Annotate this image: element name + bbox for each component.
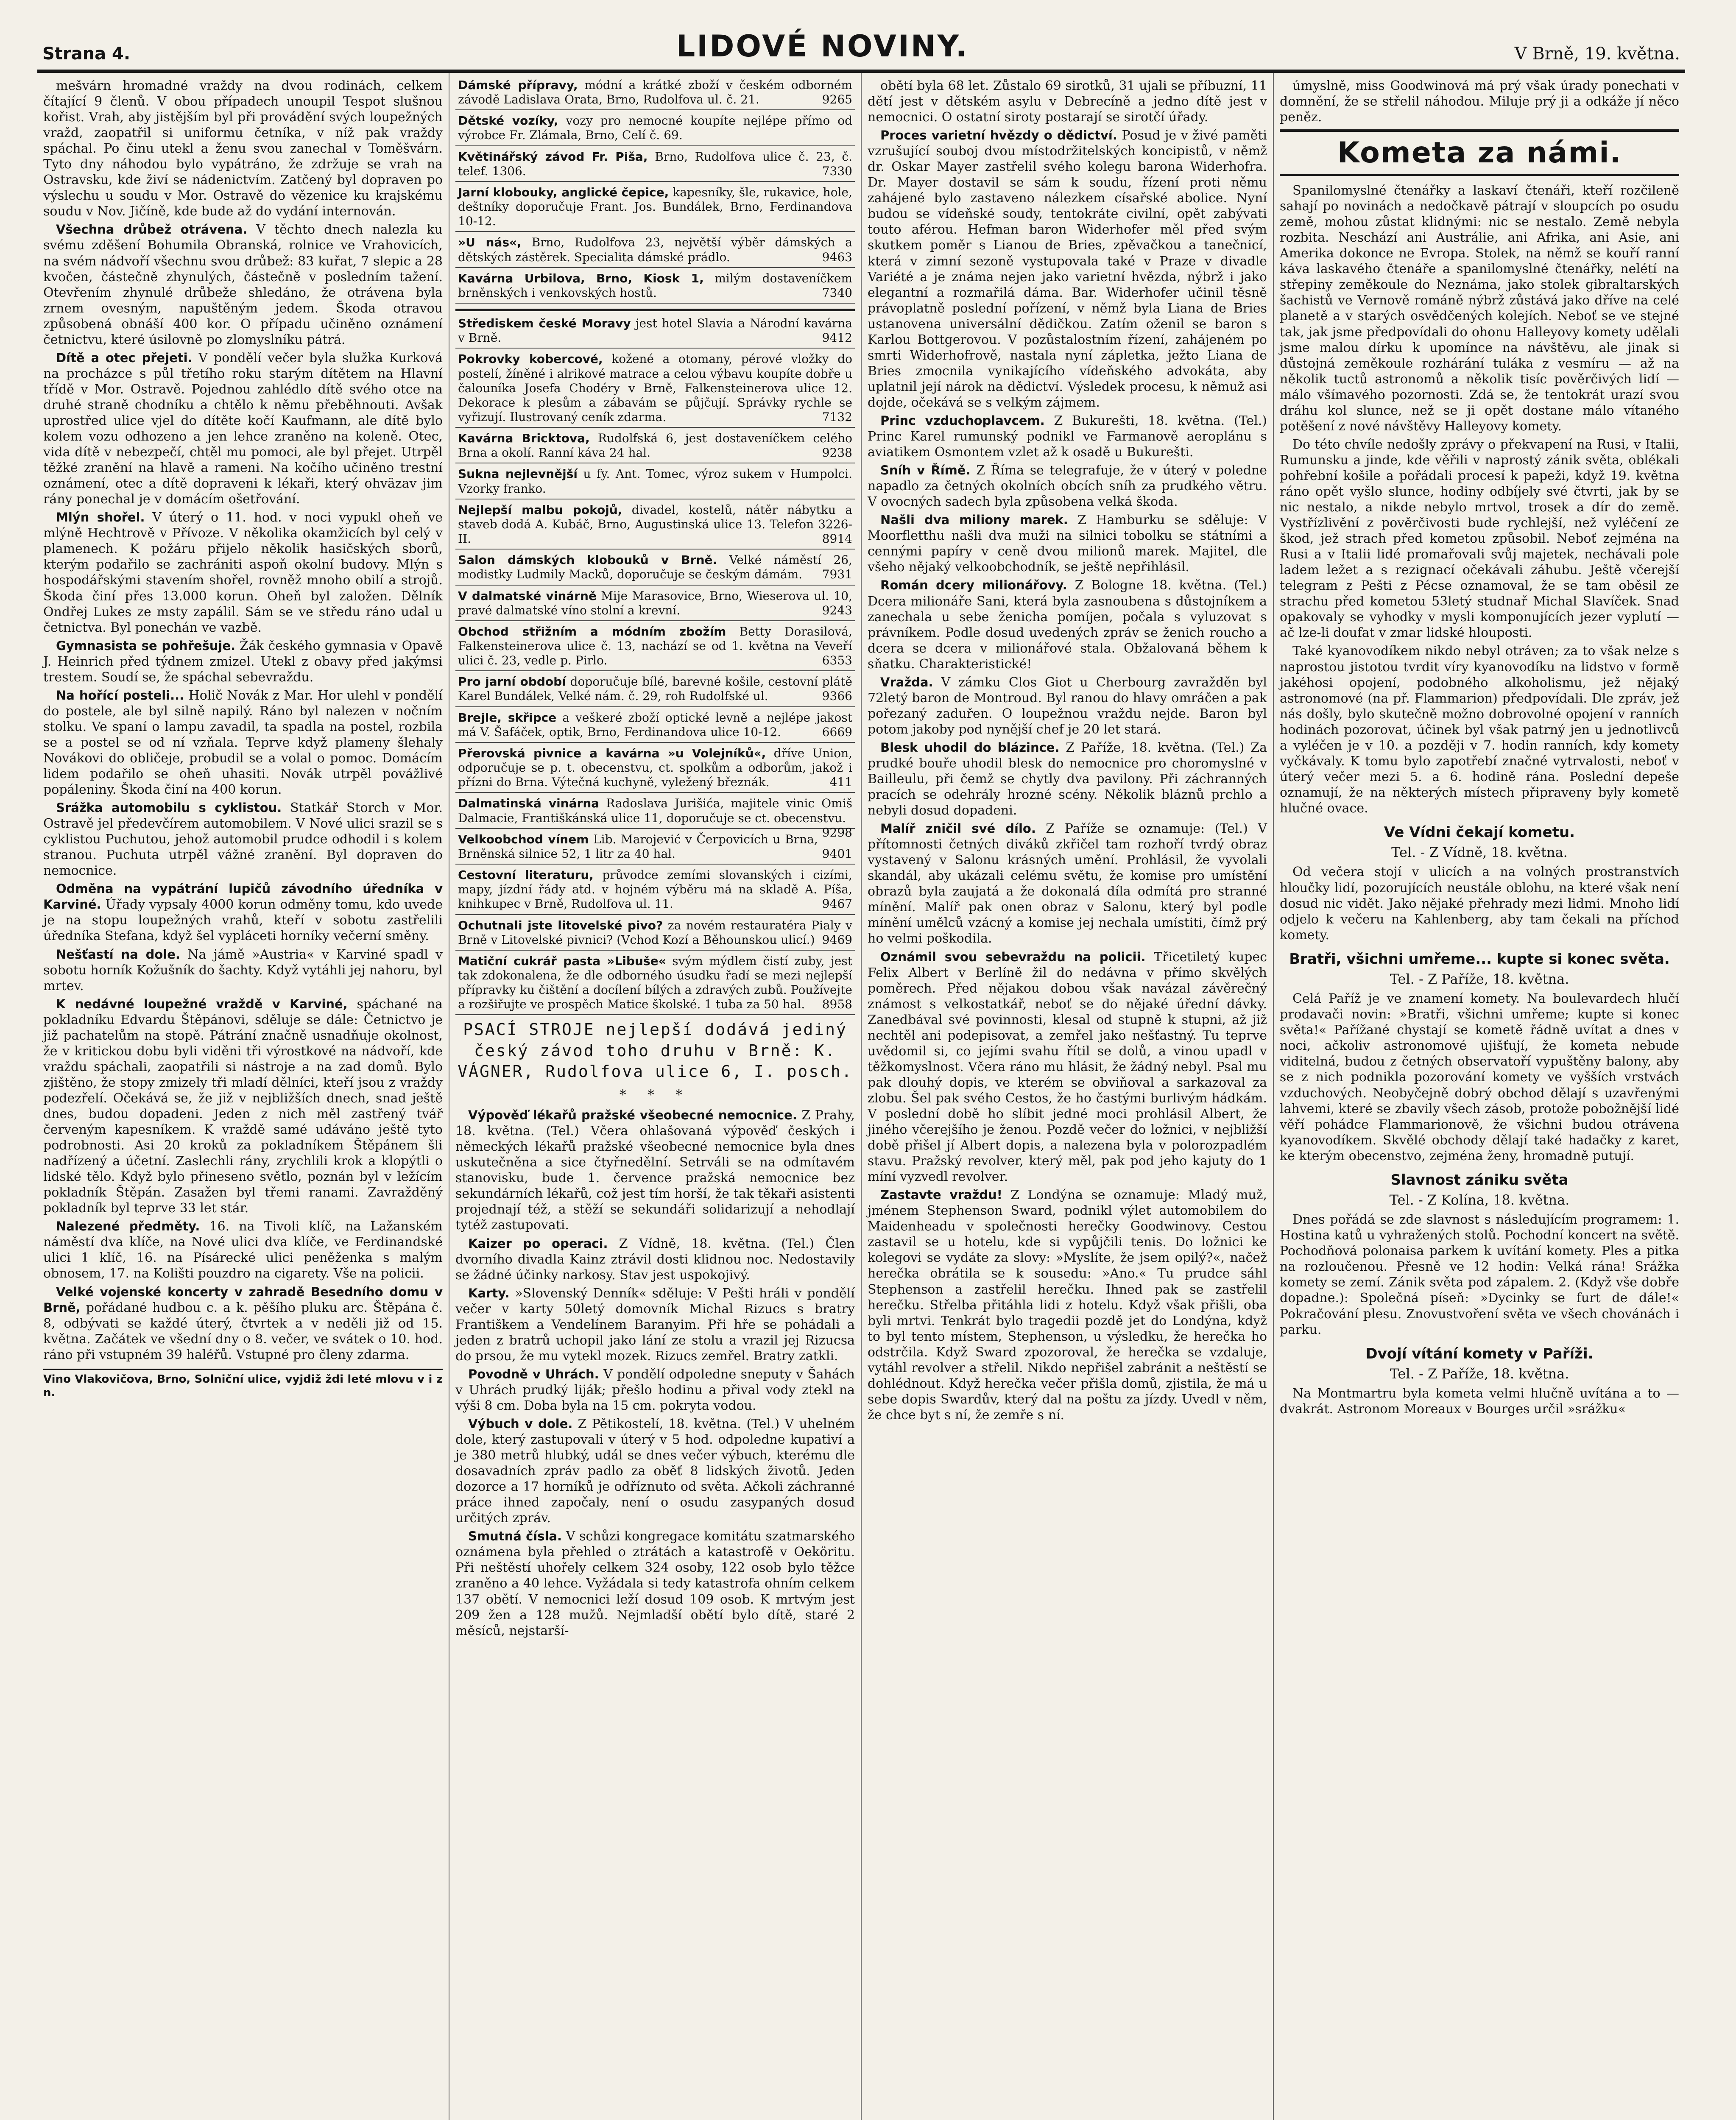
- column-3: [862, 73, 1274, 2120]
- ad-heading: Střediskem české Moravy: [458, 316, 631, 331]
- article-text: úmyslně, miss Goodwinová má prý však úrady ponechati v domnění, že se střelil náhodou. Miluje prý ji a odkáže jí něco peněz.: [1280, 78, 1679, 125]
- article-heading: Blesk uhodil do blázince.: [880, 740, 1060, 755]
- divider-rule: [455, 145, 855, 146]
- article-paragraph: Celá Paříž je ve znamení komety. Na boulevardech hlučí prodavači novin: »Bratři, všichni umřeme; kupte si konec světa!« Pařížané chystají se kometě řádně uvítat a dnes v noci, ačkoliv astronomové ujišťují, že kometa nebude viditelná, budou z četných observatoří vypuštěny balony, aby se z nich podnikla pozorování komety ve vyšších vrstvách vzduchových. Neobyčejně dobrý obchod dělají s uzavřenými lahvemi, které se zbavily všech zásob, protože pobožnější lidé věří pohádce Flammarionově, že všichni budou otrávena kyanovodíkem. Skvělé obchody dělají také hadačky z karet, ke kterým obecenstvo, zejména ženy, hromadně putují.: [1280, 991, 1679, 1163]
- divider-rule: [455, 620, 855, 621]
- article-text: V pondělí večer byla služka Kurková na procházce s půl třetího roku starým dítětem na Hlavní třídě v Mor. Ostravě. Pojednou zahlédlo dítě svého otce na druhé straně chodníku a chtělo k němu přeběhnouti. Avšak uprostřed ulice vjel do dítěte kočí Kaufmann, ale dítě bylo kolem vozu odhozeno a jen lehce zraněno na koleně. Otec, vida dítě v nebezpečí, chtěl mu pomoci, ale byl přejet. Utrpěl těžké zranění na hlavě a rameni. Na kočího učiněno trestní oznámení, otec a dítě dopraveni k lékaři, který ohväzav jim rány ponechal je v domácím ošetřování.: [43, 350, 443, 507]
- divider-rule: [455, 1014, 855, 1015]
- article-heading: Odměna na vypátrání lupičů závodního úředníka v Karviné.: [43, 881, 443, 912]
- ad-number: 9366: [822, 689, 852, 703]
- classified-ad: [455, 114, 855, 142]
- ad-text: milým dostaveníčkem brněnských i venkovských hostů.: [458, 271, 852, 300]
- issue-dateline: V Brně, 19. května.: [1514, 44, 1680, 64]
- article-heading: Povodně v Uhrách.: [468, 1367, 599, 1381]
- ad-number: 7330: [822, 164, 852, 178]
- classified-ad: [455, 78, 855, 107]
- article-paragraph: [455, 1107, 855, 1233]
- article-text: V zámku Clos Giot u Cherbourg zavražděn byl 72letý baron de Montroud. Byl ranou do hlavy omráčen a pak pořezaný zaduřen. O loupežnou vraždu nejde. Baron byl potom jakoby pod nynější chef je 20 let stará.: [868, 675, 1267, 737]
- divider-rule: [455, 706, 855, 707]
- article-paragraph: [868, 1187, 1267, 1423]
- classified-ad: [455, 235, 855, 264]
- article-paragraph: [43, 222, 443, 347]
- article-text: Z Paříže, 18. května. (Tel.) Za prudké bouře uhodil blesk do nemocnice pro choromyslné v Bailleulu, při čemž se chytly dva pavilony. Při záchranných pracích se odehrály hrozné scény. Několik bláznů prchlo a nebyli dosud dopadeni.: [868, 740, 1267, 818]
- ad-heading: »U nás«,: [458, 235, 522, 250]
- ad-number: 411: [829, 775, 852, 789]
- ad-number: 9298: [822, 825, 852, 840]
- ad-heading: Květinářský závod Fr. Piša,: [458, 149, 648, 164]
- article-text: Z Bukurešti, 18. května. (Tel.) Princ Karel rumunský podnikl ve Farmanově aeroplánu s aviatikem Osmontem vzlet až k osadě u Bukurešti.: [868, 413, 1267, 460]
- divider-rule: [455, 585, 855, 586]
- article-paragraph: [455, 1236, 855, 1283]
- ad-heading: Ochutnali jste litovelské pivo?: [458, 918, 663, 932]
- article-heading: Gymnasista se pohřešuje.: [56, 638, 236, 653]
- divider-rule: [455, 549, 855, 550]
- article-paragraph: [868, 463, 1267, 510]
- ad-number: 9412: [822, 331, 852, 345]
- ad-heading: Velkoobchod vínem: [458, 832, 589, 846]
- article-text: Třicetiletý kupec Felix Albert v Berlíně žil do nedávna v přímo skvělých poměrech. Před nějakou dobou však navázal závěrečný známost s velkostatkář, neboť se do nějaké úřední dávky. Zanedbával své povinnosti, klesal od stupně k stupni, až již nechtěl ani podepisovat, a zemřel jako nešťastný. Tu teprve uvědomil si, co jejími svahu řítil se dolů, a vinou upadl v těžkomyslnost. Včera ráno mu hlásit, že žádný nebyl. Psal mu pak dlouhý dopis, ve kterém se obviňoval a sarkazoval za zlobu. Šel pak svého Cestos, že ho častými burlivým hádkám. V poslední době ho slíbit jedné moci prohlásil Albert, že jiného včerejšího je ženou. Pozdě večer do ložnici, v nejbližší době přišel jí Albert dopis, a nalezena byla v polorozpadlém stavu. Pražský revolver, který měl, pak pod jeho kajuty do 1 míní vyzvedl revolver.: [868, 949, 1267, 1185]
- article-heading: Na hořící posteli...: [56, 688, 184, 703]
- classified-ad: [455, 868, 855, 911]
- ad-number: 7931: [822, 567, 852, 582]
- article-heading: Román dcery milionářovy.: [880, 578, 1067, 593]
- divider-rule: [455, 950, 855, 951]
- article-paragraph: [868, 413, 1267, 460]
- ad-text: u fy. Ant. Tomec, výroz sukem v Humpolci. Vzorky franko.: [458, 467, 852, 496]
- ad-number: 7132: [822, 410, 852, 424]
- classified-ad: [455, 918, 855, 947]
- article-text: Na jámě »Austria« v Karviné spadl v sobotu horník Kožušník do šachty. Když vytáhli jej nahoru, byl mrtev.: [43, 947, 443, 993]
- article-paragraph: [868, 128, 1267, 410]
- ad-heading: Přerovská pivnice a kavárna »u Volejníků«,: [458, 746, 766, 760]
- divider-rule: [455, 828, 855, 829]
- article-heading: Výbuch v dole.: [468, 1417, 573, 1431]
- ad-number: 9243: [822, 603, 852, 617]
- article-paragraph: [868, 675, 1267, 737]
- article-text: V pondělí odpoledne sneputy v Šahách v Uhrách prudký liják; přešlo hodinu a přival vody ztekl na výši 8 cm. Doba byla na 15 cm. pokryta vodou.: [455, 1367, 855, 1413]
- article-paragraph: Dnes pořádá se zde slavnost s následujícím programem: 1. Hostina katů u vyhražených stolů. Pochodní koncert na světě. Pochodňová polonaisa parkem k uvítání komety. Ples a pitka na rozloučenou. Přesně ve 12 hodin: Velká rána! Srážka komety se zemí. Zánik světa pod zápalem. 2. (Když vše dobře dopadne.): Společná píseň: »Dycinky se furt de dále!« Pokračování plesu. Znovustvoření světa ve všech chovánách i parku.: [1280, 1212, 1679, 1337]
- ad-number: 9467: [822, 897, 852, 911]
- article-paragraph: [1280, 78, 1679, 125]
- classified-ad: [455, 150, 855, 179]
- ad-text: Brno, Rudolfova 23, největší výběr dámských a dětských zástěrek. Specialita dámské prádlo.: [458, 235, 852, 264]
- column-2: [449, 73, 862, 2120]
- ad-number: 8958: [822, 997, 852, 1012]
- section-dateline: Tel. - Z Paříže, 18. května.: [1390, 1365, 1569, 1382]
- ad-heading: Jarní klobouky, anglické čepice,: [458, 185, 669, 199]
- ad-number: 6669: [822, 725, 852, 739]
- ad-text: a veškeré zboží optické levně a nejlépe jakost má V. Šafáček, optik, Brno, Ferdinandova ulice 10-12.: [458, 710, 852, 739]
- classified-ad: [455, 746, 855, 789]
- article-text: Z Pětikostelí, 18. května. (Tel.) V uhelném dole, který zastupovali v úterý v 5 hod. odpoledne kupativí a je 380 metrů hlubký, udál se dnes večer výbuch, kterému dle dosavadních zpráv padlo za oběť 8 lidských životů. Jeden dozorce a 17 horníků je odříznuto od světa. Ačkoli záchranné práce ihned započaly, není o osudu zasypaných dosud určitých zpráv.: [455, 1417, 855, 1526]
- article-paragraph: [868, 512, 1267, 575]
- article-text: V těchto dnech nalezla ku svému zděšení Bohumila Obranská, rolnice ve Vrahovicích, na svém nádvoří všechnu svou drůbež: 83 kuřat, 7 slepic a 28 kvočen, částečně zhynulých, částečně v posledním tažení. Otevřením zhynulé drůbeže shledáno, že otrávena byla zrnem ovesným, napuštěným jedem. Škoda otravou způsobená obnáší 400 kor. O případu učiněno oznámení četnictvu, které úsilovně po zlomyslníku pátrá.: [43, 222, 443, 347]
- ad-number: 9463: [822, 250, 852, 264]
- article-paragraph: [455, 1367, 855, 1414]
- ad-heading: Dámské přípravy,: [458, 78, 578, 92]
- section-heading: Dvojí vítání komety v Paříži.: [1365, 1345, 1594, 1362]
- ad-text: Radoslava Jurišića, majitele vinic Omiš Dalmacie, Františkánská ulice 11, doporučuje se ct. obecenstvu.: [458, 796, 853, 825]
- ad-text: jest hotel Slavia a Národní kavárna v Brně.: [458, 316, 852, 345]
- ad-number: 9265: [822, 92, 852, 107]
- article-heading: Sníh v Římě.: [880, 463, 971, 478]
- ad-heading: Nejlepší malbu pokojů,: [458, 502, 622, 517]
- ad-heading: Obchod střižním a módním zbožím: [458, 624, 726, 639]
- ad-number: 8914: [822, 532, 852, 546]
- divider-rule: [455, 864, 855, 865]
- divider-rule: [455, 231, 855, 232]
- classified-ad: [455, 185, 855, 229]
- ad-text: průvodce zemími slovanských i cizími, mapy, jízdní řády atd. v hojném výběru má na skladě A. Píša, knihkupec v Brně, Rudolfova ul. 11.: [458, 868, 853, 911]
- article-text: pořádané hudbou c. a k. pěšího pluku arc. Štěpána č. 8, odbývati se každé úterý, čtvrtek a v neděli již od 15. května. Začátek ve všední dny o 8. večer, ve svátek o 10. hod. ráno při vstupném 39 haléřů. Vstupné pro členy zdarma.: [43, 1300, 443, 1362]
- article-text: Z Vídně, 18. května. (Tel.) Člen dvorního divadla Kainz ztrávil dosti klidnou noc. Nedostavily se žádné účinky narkosy. Stav jest uspokojivý.: [455, 1236, 855, 1283]
- ad-text: za novém restauratéra Pialy v Brně v Litovelské pivnici? (Vchod Kozí a Běhounskou ulicí.): [458, 918, 852, 947]
- divider-rule: [455, 109, 855, 110]
- article-text: Z Hamburku se sděluje: V Moorfletthu našli dva muži na silnici tobolku se státními a cennými papíry v ceně dvou milionů marek. Majitel, dle všeho nějaký velkoobchodník, se ještě nepřihlásil.: [868, 513, 1267, 575]
- article-paragraph: [868, 78, 1267, 125]
- article-paragraph: [868, 740, 1267, 818]
- ad-text: Betty Dorasilová, Falkensteinerova ulice č. 13, nachází se od 1. května na Veveří ulici č. 23, vedle p. Pirlo.: [458, 624, 852, 668]
- divider-rule: [455, 914, 855, 915]
- ad-heading: Pokrovky kobercové,: [458, 352, 603, 366]
- article-paragraph: [43, 947, 443, 994]
- article-paragraph: [1280, 437, 1679, 641]
- article-heading: Malíř zničil své dílo.: [880, 821, 1036, 836]
- article-paragraph: [43, 1219, 443, 1281]
- newspaper-title: LIDOVÉ NOVINY.: [676, 29, 969, 64]
- article-text: spáchané na pokladníku Edvardu Štěpánovi, sděluje se dále: Četnictvo je již pachatelům na stopě. Pátrání značně usnadňuje okolnost, že v kritickou dobu byli viděni tři výrostkové na nádvoří, kde vraždu spáchali, zaopatřili si nástroje a na zad domů. Bylo zjištěno, že stopy zmizely tři mladí dělníci, kteří jsou z vraždy podezřelí. Očekává se, že již v nejbližších dnech, snad ještě dnes, budou dopadeni. Jeden z nich měl zastřený tvář červeným kapesníkem. K vraždě samé udáváno ještě tyto podrobnosti. Asi 20 kroků za pokladníkem Štěpánem šli nadřízený a účetní. Zaslechli rány, zrychlili krok a klopýtli o lidské tělo. Když bylo přineseno světlo, poznán byl v ležícím pokladník Štěpán. Zasažen byl třemi ranami. Zavražděný pokladník byl teprve 33 let stár.: [43, 996, 443, 1216]
- classified-ad: [455, 711, 855, 739]
- page-number: Strana 4.: [42, 44, 131, 64]
- article-heading: Výpověď lékařů pražské všeobecné nemocnice.: [468, 1108, 797, 1123]
- article-heading: Vražda.: [880, 675, 933, 689]
- article-heading: Dítě a otec přejeti.: [56, 350, 193, 365]
- ad-number: 9238: [822, 446, 852, 460]
- article-heading: Nalezené předměty.: [56, 1219, 200, 1234]
- classified-ad: [455, 431, 855, 460]
- divider-rule: [455, 670, 855, 671]
- article-text: »Slovenský Denník« sděluje: V Pešti hráli v pondělí večer v karty 50letý domovník Michal Rizucs s bratry Františkem a Vendelínem Baranyim. Při hře se pohádali a jeden z bratrů uchopil jako lání ze stolu a vrazil jej Rizucsa do prsou, že mu vytekl mozek. Rizucs zemřel. Bratry zatkli.: [455, 1286, 855, 1364]
- ad-text: kožené a otomany, pérové vložky do postelí, žíněné i alrikové matrace a celou výbavu koupíte dobře u čalouníka Josefa Chodéry v Brně, Falkensteinerova ulice 12. Dekorace k plesům a zábavám se půjčují. Správky rychle se vyřizují. Ilustrovaný ceník zdarma.: [458, 352, 853, 424]
- article-paragraph: [43, 638, 443, 685]
- classified-ad: [455, 832, 855, 861]
- ad-text: Mije Marasovice, Brno, Wieserova ul. 10, pravé dalmatské víno stolní a krevní.: [458, 589, 853, 617]
- article-heading: Srážka automobilu s cyklistou.: [56, 801, 282, 815]
- article-paragraph: [868, 821, 1267, 946]
- ad-heading: Brejle, skřipce: [458, 710, 557, 725]
- ad-text: vozy pro nemocné koupíte nejlépe přímo od výrobce Fr. Zlámala, Brno, Celí č. 69.: [458, 114, 852, 142]
- article-text: 16. na Tivoli klíč, na Lažanském náměstí dva klíče, na Nové ulici dva klíče, ve Ferdinandské ulici 1 klíč, 16. na Písárecké ulici peněženka s malým obnosem, 17. na Kolišti pouzdro na cigarety. Vše na policii.: [43, 1219, 443, 1281]
- classified-ad: [455, 503, 855, 546]
- article-paragraph: [455, 1529, 855, 1638]
- article-text: Také kyanovodíkem nikdo nebyl otráven; za to však nelze s naprostou jistotou tvrdit víry kyanovodíku na lidstvo v formě jakéhosi opojení, podobného alkoholismu, jež nějaký astronomové (na př. Flammarion) předpovídali. Dle zpráv, jež nás došly, bylo skutečně možno dobrovolné opojení v ranních hodinách pozorovat, účinek byl však patrný jen u jednotlivců a vyléčen je v 10. a později v 7. hodin ranních, kdy komety vyčkávaly. K tomu bylo zapotřebí značné vytrvalosti, neboť v úterý večer mezi 5. a 6. hodině rána. Poslední depeše oznamují, že na některých místech připraveny byly kometě hlučné ovace.: [1280, 644, 1679, 816]
- article-heading: Zastavte vraždu!: [880, 1188, 1002, 1202]
- ad-heading: V dalmatské vinárně: [458, 589, 597, 603]
- article-paragraph: [43, 881, 443, 944]
- columns: [37, 73, 1685, 2120]
- article-heading: Velké vojenské koncerty v zahradě Besedního domu v Brně,: [43, 1284, 443, 1315]
- article-paragraph: [43, 510, 443, 635]
- article-heading: Karty.: [468, 1286, 510, 1300]
- section-dateline: Tel. - Z Kolína, 18. května.: [1389, 1191, 1570, 1208]
- ad-heading: Pro jarní období: [458, 675, 566, 689]
- article-paragraph: [43, 688, 443, 798]
- classified-ad: [455, 316, 855, 345]
- article-paragraph: [1280, 643, 1679, 816]
- article-text: Holič Novák z Mar. Hor ulehl v pondělí do postele, ale byl silně napilý. Ráno byl nalezen v nočním stolku. Ve spaní o lampu zavadil, ta spadla na postel, rozbila se a postel se od ní vzňala. Teprve když plameny šlehaly Novákovi do obličeje, probudil se a volal o pomoc. Domácím lidem podařilo se oheň uhasiti. Novák utrpěl povážlivé popáleniny. Škoda činí na 400 korun.: [43, 688, 443, 798]
- article-paragraph: [455, 1416, 855, 1526]
- article-text: Posud je v živé paměti vzrušující souboj dvou místodržitelských koncipistů, v němž dr. Oskar Mayer zastřelil svého kolegu barona Widerhofra. Dr. Mayer dostavil se sám k soudu, řízení proti němu zahájené bylo zastaveno nálezkem císařské abolice. Nyní budou se vídeňské soudy, tentokráte civilní, opět zabývati touto aférou. Hefman baron Widerhofer měl před svým skutkem poměr s Lianou de Bries, zpěvačkou a tanečnicí, která v zimní sezoně vystupovala také v Praze v divadle Variété a je známa nejen jako varietní hvězda, nýbrž i jako elegantní a rozmařilá dáma. Bar. Widerhofer učinil těsně právoplatně poslední pořízení, v němž byla Liana de Bries ustanovena universální dědičkou. Zatím oženil se baron s Karlou Bottgerovou. V pozůstalostním řízení, zahájeném po smrti Widerhofrově, nastala nyní zápletka, ježto Liana de Bries zmocnila vynikajícího vídeňského advokáta, aby uplatnil její nárok na dědictví. Výsledek procesu, k němuž asi dojde, očekává se s velkým zájmem.: [868, 128, 1267, 410]
- ad-text: módní a krátké zboží v českém odborném závodě Ladislava Orata, Brno, Rudolfova ul. č. 21.: [458, 78, 853, 107]
- article-paragraph: Od večera stojí v ulicích a na volných prostranstvích hloučky lidí, pozorujících neustále oblohu, na které však není dosud nic vidět. Jako nějaké přehrady mezi lidmi. Mnoho lidí odjelo k večeru na Kahlenberg, aby tam čekali na příchod komety.: [1280, 865, 1679, 943]
- article-heading: Smutná čísla.: [468, 1529, 562, 1544]
- typewriter-ad: PSACÍ STROJE nejlepší dodává jediný český závod toho druhu v Brně: K. VÁGNER, Rudolfova ulice 6, I. posch.: [458, 1020, 853, 1081]
- ad-text: kapesníky, šle, rukavice, hole, deštníky doporučuje Frant. Jos. Bundálek, Brno, Ferdinandova 10-12.: [458, 185, 852, 229]
- ad-number: 7340: [822, 285, 852, 300]
- classified-ad: [455, 467, 855, 496]
- classified-ad: [455, 271, 855, 300]
- ad-number: 6353: [822, 653, 852, 668]
- article-heading: Našli dva miliony marek.: [880, 513, 1068, 527]
- classified-ad: [455, 625, 855, 668]
- ad-text: divadel, kostelů, nátěr nábytku a staveb dodá A. Kubáč, Brno, Augustinská ulice 13. Telefon 3226-II.: [458, 502, 853, 546]
- comet-headline: Kometa za námi.: [1280, 129, 1679, 176]
- article-heading: Princ vzduchoplavcem.: [880, 413, 1045, 428]
- article-heading: Mlýn shořel.: [56, 510, 145, 525]
- ad-text: Brno, Rudolfova ulice č. 23, č. telef. 1306.: [458, 149, 853, 178]
- article-text: V schůzi kongregace komitátu szatmarského oznámena byla přehled o ztrátách a katastrofě v Oeköritu. Při neštěstí uhořely celkem 324 osoby, 122 osob bylo těžce zraněno a 40 lehce. Vyžádala si tedy katastrofa ohním celkem 137 obětí. V nemocnici leží dosud 109 osob. K mrtvým jest 209 žen a 128 mužů. Nejmladší obětí bylo dítě, staré 2 měsíců, nejstarší-: [455, 1529, 855, 1638]
- article-text: V úterý o 11. hod. v noci vypukl oheň ve mlýně Hechtrově v Přívoze. V několika okamžicích byl celý v plamenech. K požáru přijelo několik hasičských sborů, kterým podařilo se zachrániti aspoň okolní budovy. Mlýn s hospodářskými stavením shořel, rovněž mnoho obilí a strojů. Škoda činí přes 13.000 korun. Oheň byl založen. Dělník Ondřej Lukes ze msty zapálil. Sám se ve středu ráno udal u četnictva. Byl ponechán ve vazbě.: [43, 510, 443, 635]
- column-4: [1274, 73, 1685, 2120]
- ad-heading: Cestovní literaturu,: [458, 868, 594, 882]
- ad-heading: Dalmatinská vinárna: [458, 796, 600, 811]
- ad-text: Velké náměstí 26, modistky Ludmily Macků, doporučuje se českým dámám.: [458, 553, 852, 582]
- article-text: Z Londýna se oznamuje: Mladý muž, jménem Stephenson Sward, podnikl výlet automobilem do Maidenheadu v společnosti herečky Goodwinovy. Cestou zastavil se u hotelu, kde si vypůjčili tenis. Do ložnici ke kolegovi se vydáte za slovy: »Myslíte, že jsem opilý?«, načež herečka obrátila se k sousedu: »Ano.« Tu prudce sáhl Stephenson a zastřelil herečku. Ihned pak se zastřelil herečku. Střelba přitáhla lidi z hotelu. Když však přišli, oba byli mrtvi. Tenkrát bylo tragedii pozdě jet do Londýna, když to byl tento místem, Stephenson, u výsledku, že herečka ho odstrčila. Když Sward zpozoroval, že herečka se vzdaluje, vytáhl revolver a střelil. Nikdo nepřišel zabránit a neštěstí se dohlédnout. Když herečka večer přišla domů, zjistila, že má u sebe dopis Swardův, který dal na poštu za jízdy. Uvedl v něm, že chce byt s ní, že zemře s ní.: [868, 1188, 1267, 1423]
- article-text: Spanilomyslné čtenářky a laskaví čtenáři, kteří rozčileně sahají po novinách a nedočkavě pátrají v sloupcích po osudu země, mohou zůstat klidnými: nic se nestalo. Země nebyla rozbita. Neschází ani Austrálie, ani Afrika, ani Asie, ani Amerika dokonce ne Evropa. Stolek, na němž se kouří ranní káva laskavého čtenáře a spanilomyslné čtenářky, nelétí na střepiny zeměkoule do Neznáma, jako stolek gibraltarských šachistů ve Vernově románě nýbrž zůstává jako dříve na celé planetě a v starých osvědčených kolejích. Neboť se ve stejné tak, jak jsme předpovídali do ohonu Halleyovy komety udělali jsme malou dírku k upomínce na návštěvu, ale jinak si důstojná zeměkoule rozhárání tuláka z vesmíru — až na několik tuctů astronomů a několik tisíc pověrčivých lidí — málo všímavého pozornosti. Zdá se, že tentokrát urazí svou dráhu kol slunce, než se ji opět dostane málo vítaného potěšení z nové návštěvy Halleyovy komety.: [1280, 183, 1679, 434]
- article-paragraph: [868, 577, 1267, 672]
- divider-rule: [455, 267, 855, 268]
- section-stars: * * *: [619, 1086, 691, 1103]
- section-heading: Bratři, všichni umřeme... kupte si konec světa.: [1289, 950, 1670, 968]
- article-heading: Proces varietní hvězdy o dědictví.: [880, 128, 1117, 143]
- article-heading: Nešťastí na dole.: [56, 947, 180, 962]
- classified-ad: [455, 675, 855, 703]
- article-paragraph: [43, 996, 443, 1216]
- ad-heading: Matiční cukrář pasta »Libuše«: [458, 954, 666, 968]
- article-paragraph: [868, 949, 1267, 1185]
- divider-rule: [455, 348, 855, 349]
- divider-rule: [455, 181, 855, 182]
- section-dateline: Tel. - Z Vídně, 18. května.: [1391, 844, 1568, 860]
- column-1: [37, 73, 449, 2120]
- article-text: obětí byla 68 let. Zůstalo 69 sirotků, 31 ujali se příbuzní, 11 dětí jest v dětském asylu v Debrecíně a jedno dítě jest v nemocnici. O ostatní siroty postarají se sirotčí úřady.: [868, 78, 1267, 125]
- divider-rule: [455, 742, 855, 743]
- article-text: mešvárn hromadné vraždy na dvou rodinách, celkem čítající 9 členů. V obou případech unoupil Tespot slušnou kořist. Vrah, aby jistějším byl při provádění svých loupežných vražd, zaopatřil si uniformu četníka, v níž pak vraždy spáchal. Po činu utekl a ženu svou zanechal v Toměšvárn. Tyto dny náhodou bylo vypátráno, že zdržuje se vrah na Ostravsku, kde živí se nádenictvím. Zatčený byl dopraven po výslechu u soudu v Mor. Ostravě do vězenice ku krajskému soudu v Nov. Jičíně, kde bude až do vydání internován.: [43, 78, 443, 219]
- article-paragraph: [455, 1286, 855, 1364]
- article-paragraph: [1280, 183, 1679, 434]
- ad-heading: Dětské vozíky,: [458, 114, 558, 128]
- newspaper-page: [37, 22, 1685, 2120]
- classified-ad: [455, 352, 855, 424]
- ad-text: dříve Union, odporučuje se p. t. obecenstvu, ct. spolkům a odborům, jakož i přízni do Brna. Výtečná kuchyně, vyležený březnák.: [458, 746, 853, 789]
- ad-text: Lib. Marojević v Čerpovicích u Brna, Brněnská silnice 52, 1 litr za 40 hal.: [458, 832, 818, 861]
- classified-ad: [455, 553, 855, 582]
- article-text: Statkář Storch v Mor. Ostravě jel předevčírem automobilem. V Nové ulici srazil se s cyklistou Puchutou, jehož automobil prudce odhodil i s kolem stranou. Puchuta utrpěl vážné zranění. Byl dopraven do nemocnice.: [43, 801, 443, 879]
- article-heading: K nedávné loupežné vraždě v Karviné,: [56, 996, 348, 1011]
- divider-rule: [455, 792, 855, 793]
- article-text: Úřady vypsaly 4000 korun odměny tomu, kdo uvede je na stopu loupežných vrahů, kteří v sobotu zastřelili úředníka Stefana, když šel vypláceti horníky večerní směny.: [43, 897, 443, 944]
- divider-rule: [455, 303, 855, 304]
- article-heading: Oznámil svou sebevraždu na policii.: [880, 949, 1146, 964]
- article-text: Žák českého gymnasia v Opavě J. Heinrich před týdnem zmizel. Utekl z obavy před jakýmsi trestem. Soudí se, že spáchal sebevraždu.: [43, 638, 443, 685]
- article-text: Z Paříže se oznamuje: (Tel.) V přítomnosti četných diváků zkřičel tam rozhoří tvrdý obraz vystavený v Salonu krásných umění. Prohlásil, že vyvolali skandál, aby ukázali celému světu, že komise pro umístění obrazů byla zaujatá a že dokonalá díla odmítá pro stranné mínění. Malíř pak onen obraz v Salonu, který byl podle mínění umělců vzácný a komise jej nechala umístiti, čímž prý ho velmi poškodila.: [868, 821, 1267, 946]
- article-paragraph: [43, 350, 443, 507]
- ad-text: svým mýdlem čistí zuby, jest tak zdokonalena, že dle odborného úsudku řadí se mezi nejlepší přípravky ku čištění a docílení bílých a zdravých zubů. Používejte a rozšiřujte ve prospěch Matice školské. 1 tuba za 50 hal.: [458, 954, 852, 1012]
- ad-number: 9401: [822, 846, 852, 861]
- classified-ad: [455, 589, 855, 618]
- divider-rule: [455, 427, 855, 428]
- masthead: [37, 22, 1685, 73]
- article-text: Do této chvíle nedošly zprávy o překvapení na Rusi, v Italii, Rumunsku a jinde, kde věřili v naprostý zánik světa, oblékali pohřební košile a pořádali procesí k papeži, když 19. května ráno opět vyšlo slunce, hodiny odbíjely své čtvrti, jak by se nic nestalo, a nikde nebylo mrtvol, trosek a dír do země. Vystřízlivění z pověrčivosti bude rychlejší, než vyléčení ze škod, jež strach před kometou způsobil. Neboť zejména na Rusi a v Italii lidé promařovali svůj majetek, nechávali pole ladem ležet a s rezignací očekávali záhubu. Ještě včerejší telegram z Pešti z Pécse oznamoval, že se tam oběsil ze strachu před kometou 53letý studnař Michal Slavíček. Snad opakovaly se vyhodky v mysli komponujících jezer vyplutí — ač lze-li doufat v zmar lidské hlouposti.: [1280, 437, 1679, 641]
- section-heading: Slavnost zániku světa: [1390, 1171, 1569, 1188]
- article-text: Z Prahy, 18. května. (Tel.) Včera ohlašovaná výpověď českých i německých lékařů pražské všeobecné nemocnice byla dnes uskutečněna a sice čtyřnedělní. Setrváli se na odmítavém stanovisku, bude 1. července pražská nemocnice bez sekundárních lékařů, což jest tím horší, že tak těkaři asistenti projednají též, a stěží se sekundáři solidarizují a nehodlají tytéž zastupovati.: [455, 1108, 855, 1233]
- article-heading: Všechna drůbež otrávena.: [56, 222, 248, 237]
- ad-text: doporučuje bílé, barevné košile, cestovní plátě Karel Bundálek, Velké nám. č. 29, roh Rudolfské ul.: [458, 675, 852, 703]
- ad-heading: Salon dámských klobouků v Brně.: [458, 553, 717, 567]
- ad-text: Rudolfská 6, jest dostaveníčkem celého Brna a okolí. Ranní káva 24 hal.: [458, 431, 852, 460]
- article-text: Z Bologne 18. května. (Tel.) Dcera milionáře Sani, která byla zasnoubena s důstojníkem a zanechala u sebe ženicha pomíjen, počala s vyluzovat s právníkem. Podle dosud uvedených zpráv se ženich roucho a dcera se dcera v milionářové stala. Obžalovaná během k sňatku. Charakteristické!: [868, 578, 1267, 672]
- classified-ad: [455, 954, 855, 1012]
- article-paragraph: [43, 1284, 443, 1363]
- article-paragraph: [43, 78, 443, 219]
- ad-heading: Sukna nejlevnější: [458, 467, 578, 481]
- column-footer-ad: Vino Vlakovičova, Brno, Solniční ulice, vyjdiž ždi leté mlovu v i z n.: [43, 1369, 443, 1400]
- article-heading: Kaizer po operaci.: [468, 1236, 608, 1251]
- ad-heading: Kavárna Bricktova,: [458, 431, 590, 446]
- section-heading: Ve Vídni čekají kometu.: [1384, 823, 1575, 841]
- divider-rule: [455, 309, 855, 311]
- ad-heading: Kavárna Urbilova, Brno, Kiosk 1,: [458, 271, 704, 285]
- article-text: Z Říma se telegrafuje, že v úterý v poledne napadlo za četných okolních obcích sníh za prudkého větru. V ovocných sadech byla způsobena velká škoda.: [868, 463, 1267, 510]
- ad-number: 9469: [822, 932, 852, 947]
- article-paragraph: [43, 800, 443, 879]
- article-paragraph: Na Montmartru byla kometa velmi hlučně uvítána a to — dvakrát. Astronom Moreaux v Bourges určil »srážku«: [1280, 1386, 1679, 1417]
- section-dateline: Tel. - Z Paříže, 18. května.: [1390, 971, 1569, 987]
